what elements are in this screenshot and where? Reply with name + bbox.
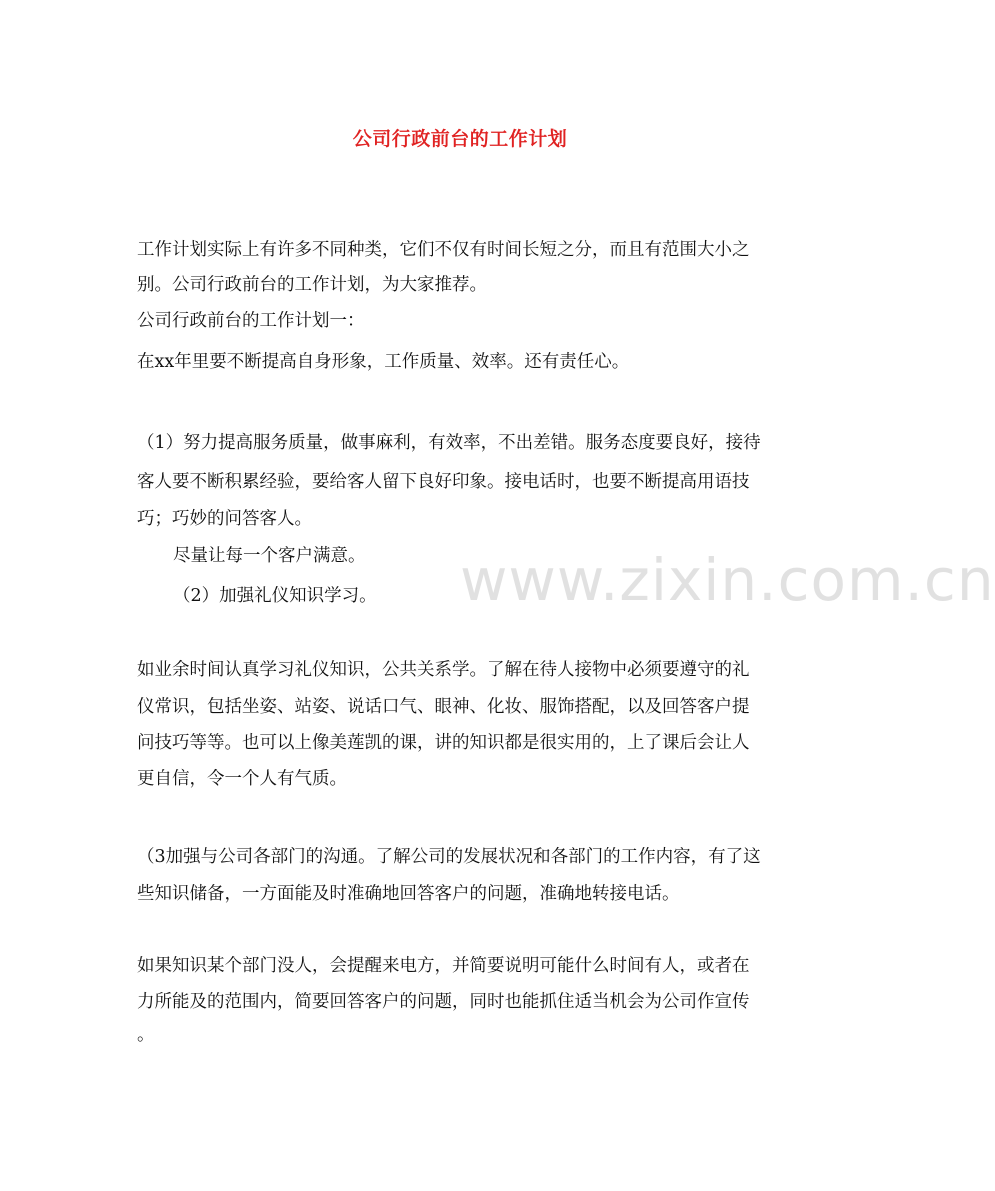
text-line: 如业余时间认真学习礼仪知识，公共关系学。了解在待人接物中必须要遵守的礼 bbox=[137, 660, 750, 680]
text-line: 工作计划实际上有许多不同种类，它们不仅有时间长短之分，而且有范围大小之 bbox=[137, 240, 750, 260]
text-line: 问技巧等等。也可以上像美莲凯的课，讲的知识都是很实用的，上了课后会让人 bbox=[137, 733, 750, 753]
text-line: 别。公司行政前台的工作计划，为大家推荐。 bbox=[137, 275, 487, 295]
watermark: www.zixin.com.cn bbox=[460, 546, 995, 614]
text-line: 更自信，令一个人有气质。 bbox=[137, 769, 347, 789]
text-line: （3加强与公司各部门的沟通。了解公司的发展状况和各部门的工作内容，有了这 bbox=[137, 847, 761, 867]
text-line: 仪常识，包括坐姿、站姿、说话口气、眼神、化妆、服饰搭配，以及回答客户提 bbox=[137, 697, 750, 717]
text-line: 在xx年里要不断提高自身形象，工作质量、效率。还有责任心。 bbox=[137, 352, 630, 372]
text-line: 。 bbox=[137, 1025, 155, 1045]
text-line: 公司行政前台的工作计划一： bbox=[137, 311, 365, 331]
text-line: 力所能及的范围内，简要回答客户的问题，同时也能抓住适当机会为公司作宣传 bbox=[137, 992, 750, 1012]
text-line: 巧；巧妙的问答客人。 bbox=[137, 509, 312, 529]
text-line: 如果知识某个部门没人，会提醒来电方，并简要说明可能什么时间有人，或者在 bbox=[137, 956, 750, 976]
text-line: 些知识储备，一方面能及时准确地回答客户的问题，准确地转接电话。 bbox=[137, 884, 680, 904]
page-title: 公司行政前台的工作计划 bbox=[352, 128, 568, 150]
text-line: （1）努力提高服务质量，做事麻利，有效率，不出差错。服务态度要良好，接待 bbox=[137, 433, 761, 453]
text-line: （2）加强礼仪知识学习。 bbox=[173, 586, 377, 606]
text-line: 客人要不断积累经验，要给客人留下良好印象。接电话时，也要不断提高用语技 bbox=[137, 472, 750, 492]
text-line: 尽量让每一个客户满意。 bbox=[173, 546, 366, 566]
